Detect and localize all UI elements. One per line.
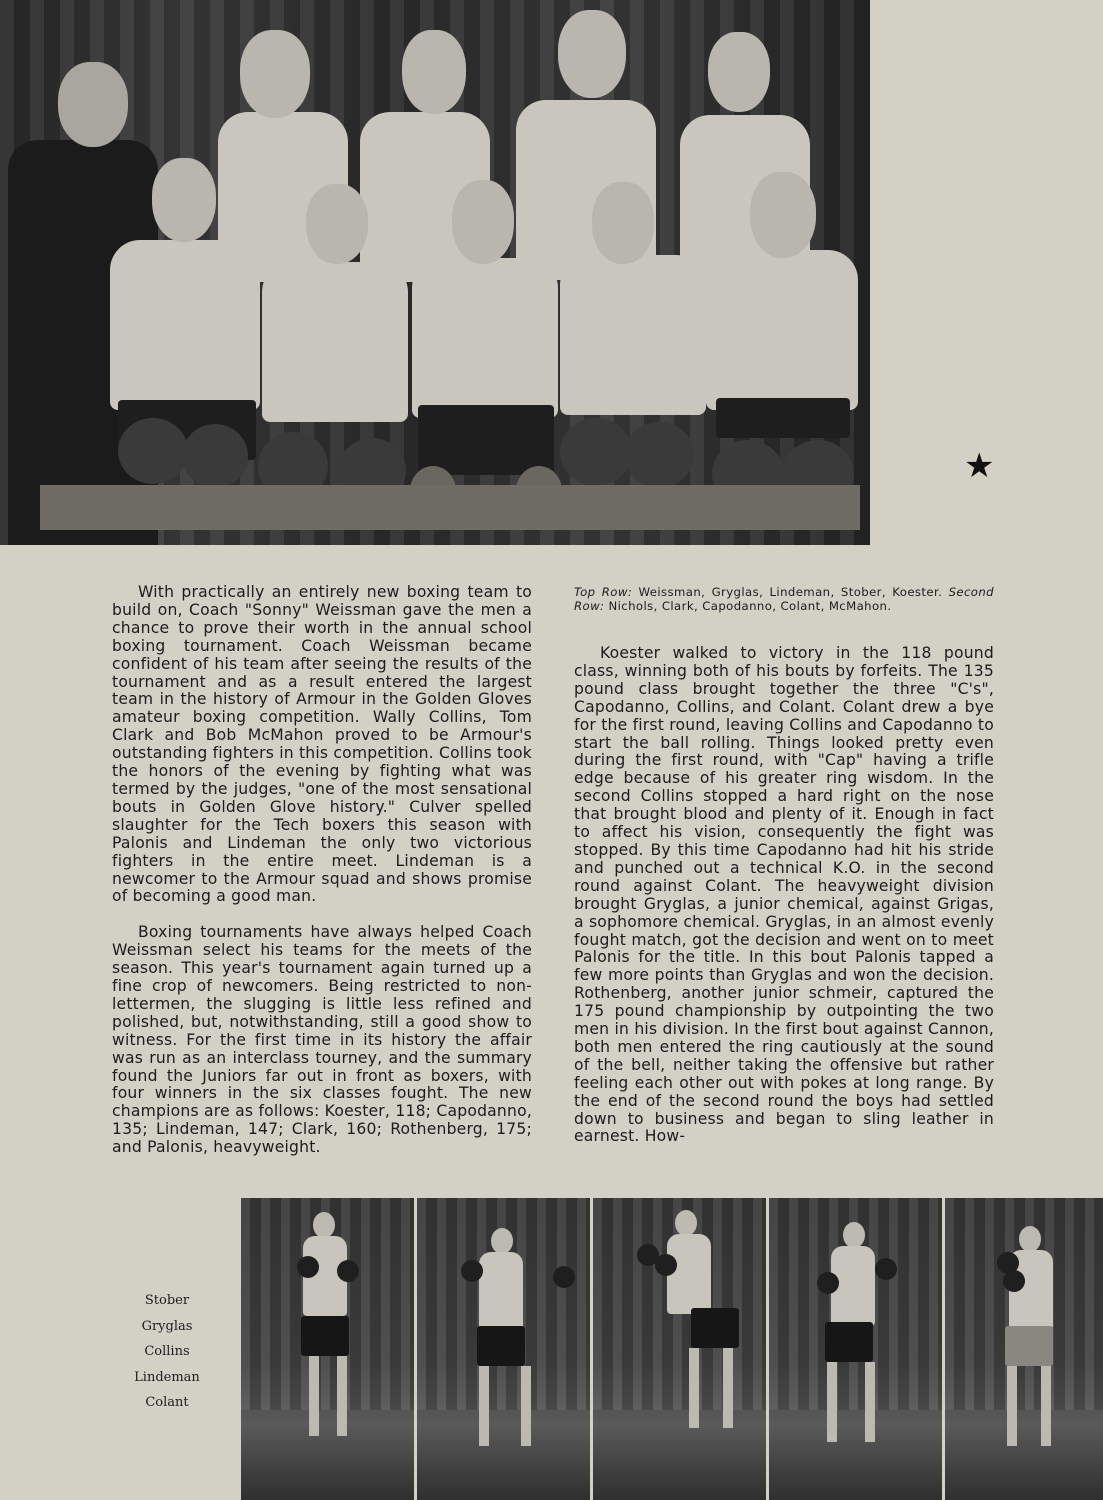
boxer-leg (479, 1366, 489, 1446)
boxer-shorts (477, 1326, 525, 1366)
boxer-leg (689, 1348, 699, 1428)
boxing-glove (182, 424, 248, 488)
second-row-boxer (262, 262, 408, 422)
boxer-head (313, 1212, 335, 1238)
boxer-name: Colant (145, 1395, 189, 1410)
second-row-boxer (412, 258, 558, 418)
boxer-photo-gryglas (417, 1198, 593, 1500)
photo-caption (574, 585, 994, 613)
second-row-boxer (560, 255, 706, 415)
boxing-glove (817, 1272, 839, 1294)
left-column (112, 584, 532, 1157)
second-row-boxer-shorts (418, 405, 554, 475)
second-row-boxer-head (750, 172, 816, 258)
boxer-leg (1041, 1366, 1051, 1446)
boxer-leg (309, 1356, 319, 1436)
boxer-photo-collins (593, 1198, 769, 1500)
boxing-glove (337, 1260, 359, 1282)
left-paragraph-2: Boxing tournaments have always helped Coach Weissman select his teams for the meets of the season. This year's tournament again turned up a fine crop of newcomers. Being restricted to non-lettermen, the slugging is little less refined and polished, but, notwithstanding, still a good show to witness. For the first time in its history the affair was run as an interclass tourney, and the summary found the Juniors far out in front as boxers, with four winners in the six classes fought. The new champions are as follows: Koester, 118; Capodanno, 135; Lindeman, 147; Clark, 160; Rothenberg, 175; and Palonis, heavyweight. (112, 923, 532, 1157)
boxer-photo-stober (241, 1198, 417, 1500)
top-row-boxer-head (708, 32, 770, 112)
boxing-glove (1003, 1270, 1025, 1292)
second-row-boxer-head (306, 184, 368, 264)
right-column (574, 645, 994, 1146)
boxer-leg (521, 1366, 531, 1446)
boxer-leg (865, 1362, 875, 1442)
caption-names-second: Nichols, Clark, Capodanno, Colant, McMahon. (608, 599, 892, 613)
boxer-name: Lindeman (134, 1369, 200, 1385)
boxing-glove (655, 1254, 677, 1276)
boxer-leg (827, 1362, 837, 1442)
caption-names-top: Weissman, Gryglas, Lindeman, Stober, Koester. (638, 585, 943, 599)
boxer-head (675, 1210, 697, 1236)
bench (40, 485, 860, 530)
boxer-leg (337, 1356, 347, 1436)
boxer-torso (667, 1234, 711, 1314)
boxing-glove (461, 1260, 483, 1282)
boxer-shorts (301, 1316, 349, 1356)
second-row-boxer-head (452, 180, 514, 264)
boxer-shorts (825, 1322, 873, 1362)
boxing-glove (297, 1256, 319, 1278)
top-row-boxer-head (558, 10, 626, 98)
boxer-name: Stober (144, 1293, 190, 1308)
boxer-names-list (112, 1288, 222, 1416)
team-photo (0, 0, 870, 545)
star-icon: ★ (964, 446, 995, 486)
caption-label-second: Second Row: (574, 585, 994, 613)
boxing-glove (118, 418, 188, 484)
boxer-torso (479, 1252, 523, 1332)
boxer-photo-lindeman (769, 1198, 945, 1500)
boxer-shorts (1005, 1326, 1053, 1366)
boxing-glove (624, 422, 694, 488)
boxing-glove (553, 1266, 575, 1288)
boxer-name: Collins (144, 1344, 190, 1359)
second-row-boxer-head (592, 182, 654, 264)
left-paragraph-1: With practically an entirely new boxing team to build on, Coach "Sonny" Weissman gave the men a chance to prove their worth in the annual school boxing tournament. Coach Weissman became confident of his team after seeing the results of the tournament and as a result entered the largest team in the history of Armour in the Golden Gloves amateur boxing competition. Wally Collins, Tom Clark and Bob McMahon proved to be Armour's outstanding fighters in this competition. Collins took the honors of the evening by fighting what was termed by the judges, "one of the most sensational bouts in Golden Glove history." Culver spelled slaughter for the Tech boxers this season with Palonis and Lindeman the only two victorious fighters in the entire meet. Lindeman is a newcomer to the Armour squad and shows promise of becoming a good man. (112, 583, 533, 906)
boxer-shorts (691, 1308, 739, 1348)
boxer-photo-colant (945, 1198, 1103, 1500)
boxer-photo-strip (241, 1198, 1103, 1500)
second-row-boxer (706, 250, 858, 410)
coach-head (58, 62, 128, 147)
second-row-boxer (110, 240, 260, 410)
boxer-head (843, 1222, 865, 1248)
boxing-glove (875, 1258, 897, 1280)
boxer-leg (723, 1348, 733, 1428)
boxer-leg (1007, 1366, 1017, 1446)
boxer-name: Gryglas (141, 1318, 193, 1334)
top-row-boxer-head (402, 30, 466, 114)
boxer-head (491, 1228, 513, 1254)
boxing-glove (560, 418, 632, 486)
caption-label-top: Top Row: (574, 585, 633, 599)
second-row-boxer-shorts (716, 398, 850, 438)
second-row-boxer-head (152, 158, 216, 242)
right-paragraph-1: Koester walked to victory in the 118 pound class, winning both of his bouts by forfeits. The 135 pound class brought together the three "C's", Capodanno, Collins, and Colant. Colant drew a bye for the first round, leaving Collins and Capodanno to start the ball rolling. Things looked pretty even during the first round, with "Cap" having a trifle edge because of his greater ring wisdom. In the second Collins stopped a hard right on the nose that brought blood and plenty of it. Enough in fact to affect his vision, consequently the fight was stopped. By this time Capodanno had hit his stride and punched out a technical K.O. in the second round against Colant. The heavyweight division brought Gryglas, a junior chemical, against Grigas, a sophomore chemical. Gryglas, in an almost evenly fought match, got the decision and went on to meet Palonis for the title. In this bout Palonis tapped a few more points than Gryglas and won the decision. Rothenberg, another junior schmeir, captured the 175 pound championship by outpointing the two men in his division. In the first bout against Cannon, both men entered the ring cautiously at the sound of the bell, neither taking the offensive but rather feeling each other out with pokes at long range. By the end of the second round the boys had settled down to business and began to sling leather in earnest. How- (574, 644, 994, 1146)
boxer-head (1019, 1226, 1041, 1252)
top-row-boxer-head (240, 30, 310, 118)
